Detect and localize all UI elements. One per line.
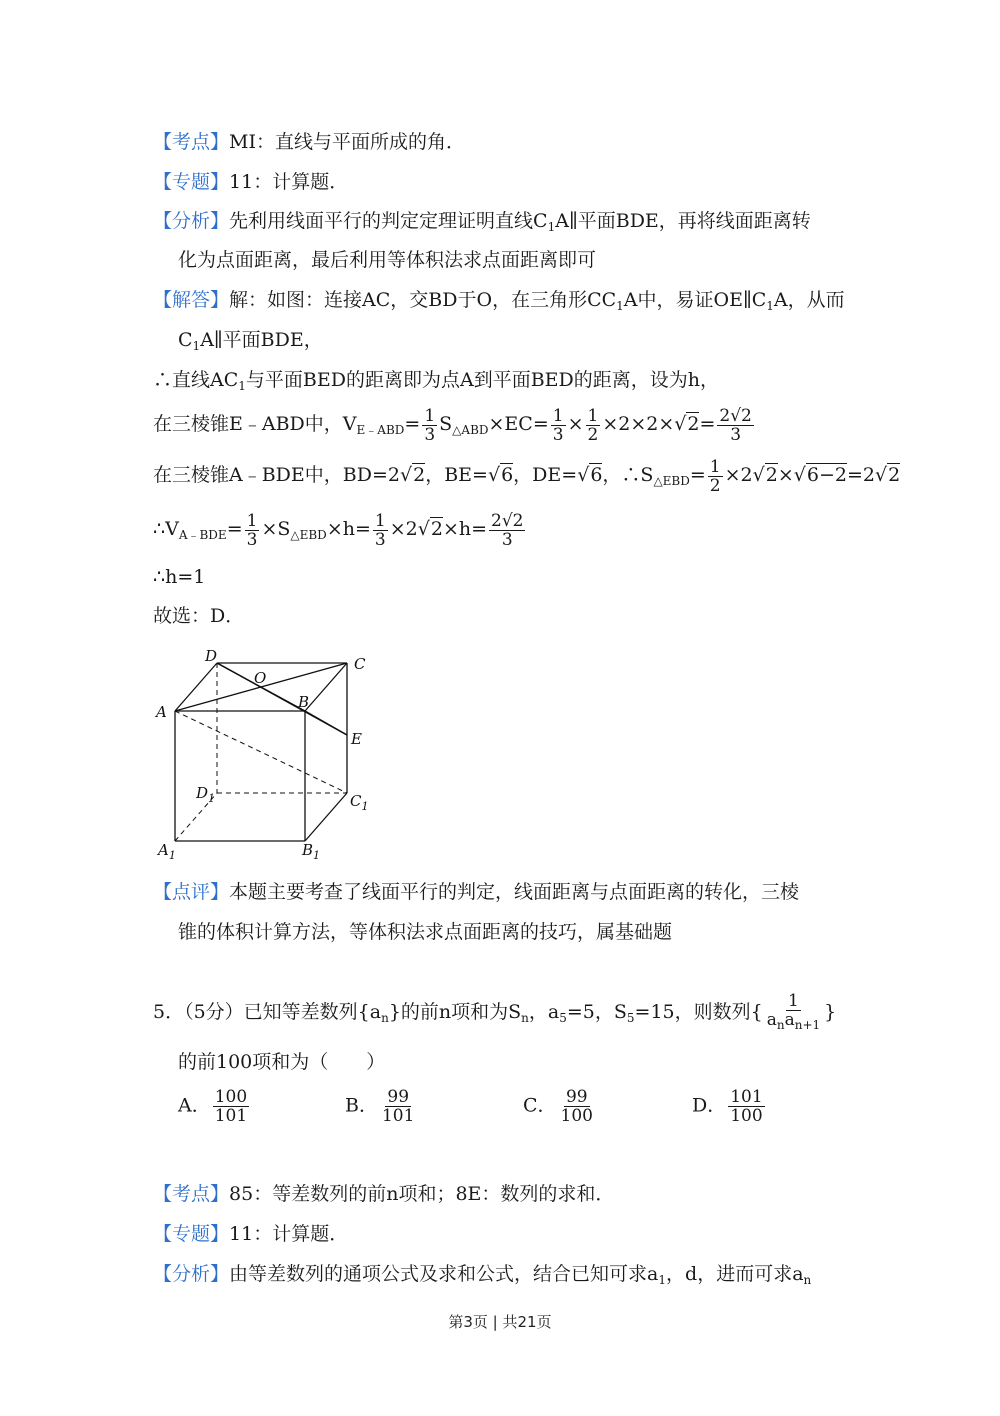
jieda-line-2 xyxy=(178,328,323,358)
fenxi-text-b: A∥平面BDE，再将线面距离转 xyxy=(555,210,811,232)
fraction xyxy=(380,1088,416,1125)
s2-a: 在三棱锥E﹣ABD中，V xyxy=(153,413,357,435)
edge xyxy=(305,793,347,841)
radicand: 2 xyxy=(888,464,901,486)
s4-f: ×h= xyxy=(442,518,488,540)
denominator: 100 xyxy=(560,1106,593,1126)
jieda-tag: 解答 xyxy=(172,289,211,311)
q5-e: =15，则数列{ xyxy=(634,1001,763,1023)
jieda-l2-b: A∥平面BDE， xyxy=(200,329,323,351)
subscript: 1 xyxy=(766,299,774,313)
s2-f: ×2×2× xyxy=(602,413,675,435)
edge xyxy=(305,663,347,711)
numerator: 1 xyxy=(788,991,799,1011)
q5-b: }的前n项和为S xyxy=(388,1001,522,1023)
subscript: 5 xyxy=(559,1011,567,1025)
solution-step-5: ∴h=1 xyxy=(153,566,206,588)
option-C[interactable] xyxy=(523,1088,597,1125)
dianping-line-1: 【点评】本题主要考查了线面平行的判定，线面距离与点面距离的转化，三棱 xyxy=(153,881,800,903)
fraction xyxy=(422,407,437,444)
denominator: 3 xyxy=(730,424,742,445)
s2-c: S xyxy=(439,413,453,435)
fenxi2-line: 【分析】由等差数列的通项公式及求和公式，结合已知可求$a_1$，d，进而可求$a_n$ xyxy=(153,1263,812,1287)
fraction xyxy=(765,992,822,1034)
kaodian-line: 【考点】MI：直线与平面所成的角． xyxy=(153,131,466,153)
radicand: 2 xyxy=(687,413,700,435)
label-C1: $C_1$ xyxy=(350,792,369,813)
jieda-text-a: 解：如图：连接AC，交BD于O，在三角形CC xyxy=(229,289,617,311)
denominator: 3 xyxy=(424,424,436,445)
s2-b: = xyxy=(404,413,421,435)
denominator: 3 xyxy=(552,424,564,445)
page-footer: 第3页 | 共21页 xyxy=(448,1313,552,1331)
s3-g: × xyxy=(777,464,794,486)
fraction xyxy=(245,512,260,549)
zhuanti2-line: 【专题】11：计算题． xyxy=(153,1223,349,1245)
numerator: 1 xyxy=(709,456,721,477)
label-D1: $D_1$ xyxy=(196,784,216,805)
numerator: 2√2 xyxy=(491,510,524,531)
subscript: 1 xyxy=(238,379,246,393)
edge xyxy=(175,663,217,711)
s4-c: ×S xyxy=(261,518,291,540)
fraction xyxy=(717,407,753,444)
s4-b: = xyxy=(226,518,243,540)
radicand: 2 xyxy=(430,518,443,540)
numerator: 99 xyxy=(387,1087,410,1107)
subscript: E﹣ABD xyxy=(356,423,405,437)
q5-f: } xyxy=(824,1001,837,1023)
jieda-line-1: 【解答】解：如图：连接AC，交BD于O，在三角形$CC_1A$中，易证$OE\parallel C_1A$，从而 xyxy=(153,289,845,313)
radicand: 6 xyxy=(501,464,514,486)
subscript: n xyxy=(803,1273,812,1287)
s3-c: ，DE= xyxy=(513,464,578,486)
q5-a: 5．（5分）已知等差数列{a xyxy=(153,1001,382,1023)
fenxi-tag: 分析 xyxy=(172,210,211,232)
denominator: 3 xyxy=(374,529,386,550)
s2-g: = xyxy=(699,413,716,435)
kaodian2-tag: 考点 xyxy=(172,1183,211,1205)
subscript: n xyxy=(521,1011,529,1025)
option-label: D． xyxy=(692,1094,727,1117)
s3-h: =2 xyxy=(846,464,875,486)
s4-e: ×2 xyxy=(389,518,418,540)
radicand: 2 xyxy=(413,464,426,486)
dianping-text: 本题主要考查了线面平行的判定，线面距离与点面距离的转化，三棱 xyxy=(229,881,800,903)
s1-b: 与平面BED的距离即为点A到平面BED的距离，设为h， xyxy=(245,369,719,391)
kaodian-tag: 考点 xyxy=(172,131,211,153)
radicand: 6−2 xyxy=(806,464,847,486)
subscript: n xyxy=(381,1011,389,1025)
option-label: B． xyxy=(345,1094,378,1117)
dianping-line-2: 锥的体积计算方法，等体积法求点面距离的技巧，属基础题 xyxy=(178,921,673,943)
label-C: C xyxy=(354,655,366,673)
s2-d: ×EC= xyxy=(488,413,549,435)
question-5-line-2: 的前100项和为（ ） xyxy=(178,1051,386,1073)
kaodian2-line: 【考点】85：等差数列的前n项和；8E：数列的求和． xyxy=(153,1183,615,1205)
option-label: A． xyxy=(178,1094,211,1117)
option-D[interactable] xyxy=(692,1088,767,1125)
s4-a: ∴V xyxy=(153,518,179,540)
denominator: $a_na_{n+1}$ xyxy=(766,1010,821,1032)
s3-b: ，BE= xyxy=(425,464,488,486)
fraction xyxy=(728,1088,764,1125)
s3-e: = xyxy=(689,464,706,486)
numerator: 101 xyxy=(730,1087,763,1107)
label-D: D xyxy=(205,647,218,665)
radicand: 6 xyxy=(590,464,603,486)
solution-step-1 xyxy=(153,368,719,398)
subscript: 1 xyxy=(616,299,624,313)
label-O: O xyxy=(254,669,267,687)
fenxi2-b: ，d，进而可求a xyxy=(666,1263,804,1285)
kaodian-text: MI：直线与平面所成的角． xyxy=(229,131,466,153)
denominator: 3 xyxy=(501,529,513,550)
solution-step-2: 在三棱锥E﹣ABD中，$V_{E﹣ABD}=$ $\frac{1}{3}$ $S_{\triangle ABD}\times EC=$ $\frac{1}{3}$ × $\frac{1}{2}$ ×2×2×√2= $\frac{2√2}{3}$ xyxy=(153,405,752,445)
subscript: 1 xyxy=(547,220,556,234)
dianping-tag: 点评 xyxy=(172,881,211,903)
zhuanti-text: 11：计算题． xyxy=(229,171,349,193)
numerator: 99 xyxy=(565,1087,588,1107)
numerator: 1 xyxy=(552,405,564,426)
denominator: 2 xyxy=(709,475,721,496)
subscript: A﹣BDE xyxy=(178,528,227,542)
option-A[interactable] xyxy=(178,1088,251,1125)
s4-d: ×h= xyxy=(326,518,371,540)
denominator: 2 xyxy=(587,424,599,445)
subscript: 1 xyxy=(658,1273,667,1287)
label-A: A xyxy=(156,703,167,721)
fenxi-text-a: 先利用线面平行的判定定理证明直线C xyxy=(229,210,548,232)
subscript: 1 xyxy=(192,339,201,353)
option-label: C． xyxy=(523,1094,557,1117)
numerator: 100 xyxy=(214,1087,248,1107)
fraction xyxy=(489,512,525,549)
label-B: B xyxy=(298,693,310,711)
fenxi-line-1: 【分析】先利用线面平行的判定定理证明直线$C_1A\parallel$平面BDE，再将线面距离转 xyxy=(153,210,811,234)
fenxi-line-2: 化为点面距离，最后利用等体积法求点面距离即可 xyxy=(178,249,597,271)
zhuanti-tag: 专题 xyxy=(172,171,211,193)
solution-step-3: 在三棱锥A﹣BDE中，BD=2√2，BE=√6，DE=√6，$\therefore S_{\triangle EBD}=$ $\frac{1}{2}$ ×2√2×√6−2=2√2 xyxy=(153,456,901,496)
numerator: 1 xyxy=(374,510,386,531)
fraction xyxy=(708,458,723,495)
jieda-text-b: A中，易证OE∥C xyxy=(623,289,767,311)
numerator: 1 xyxy=(587,405,599,426)
fenxi2-a: 由等差数列的通项公式及求和公式，结合已知可求a xyxy=(229,1263,659,1285)
fraction xyxy=(373,512,388,549)
kaodian2-text: 85：等差数列的前n项和；8E：数列的求和． xyxy=(229,1183,615,1205)
fraction xyxy=(559,1088,595,1125)
denominator: 3 xyxy=(246,529,258,550)
zhuanti2-tag: 专题 xyxy=(172,1223,211,1245)
numerator: 1 xyxy=(246,510,258,531)
fraction xyxy=(213,1088,249,1125)
fenxi2-tag: 分析 xyxy=(172,1263,211,1285)
question-5-stem xyxy=(153,990,836,1040)
s2-e: × xyxy=(567,413,584,435)
subscript: △EBD xyxy=(290,528,327,542)
denominator: 100 xyxy=(730,1106,763,1126)
radicand: 2 xyxy=(765,464,778,486)
label-A1: $A_1$ xyxy=(158,841,176,862)
denominator: 101 xyxy=(381,1106,415,1126)
numerator: 1 xyxy=(424,405,436,426)
zhuanti-line: 【专题】11：计算题． xyxy=(153,171,349,193)
subscript: △ABD xyxy=(452,423,489,437)
s3-d: ，∴S xyxy=(602,464,654,486)
s1-a: ∴直线AC xyxy=(153,369,239,391)
cube-figure xyxy=(150,645,390,865)
solution-step-4: $\therefore V_{A﹣BDE}=$ $\frac{1}{3}$ $\times S_{\triangle EBD}\times h=$ $\frac{1}{3}$ ×2√2×h= $\frac{2√2}{3}$ xyxy=(153,510,524,550)
jieda-text-c: A，从而 xyxy=(773,289,845,311)
denominator: 101 xyxy=(214,1106,248,1126)
s3-a: 在三棱锥A﹣BDE中，BD=2 xyxy=(153,464,400,486)
subscript: △EBD xyxy=(653,474,690,488)
q5-c: ，a xyxy=(528,1001,560,1023)
q5-d: =5，S xyxy=(566,1001,627,1023)
fraction xyxy=(586,407,601,444)
label-E: E xyxy=(351,730,362,748)
solution-step-6: 故选：D． xyxy=(153,605,245,627)
fraction xyxy=(551,407,566,444)
option-B[interactable] xyxy=(345,1088,418,1125)
hidden-diagonal-AC1 xyxy=(175,711,347,793)
label-B1: $B_1$ xyxy=(302,841,321,862)
jieda-l2-a: C xyxy=(178,329,193,351)
s3-f: ×2 xyxy=(724,464,753,486)
zhuanti2-text: 11：计算题． xyxy=(229,1223,349,1245)
subscript: 5 xyxy=(626,1011,635,1025)
line-BE xyxy=(305,711,347,735)
numerator: 2√2 xyxy=(719,405,752,426)
